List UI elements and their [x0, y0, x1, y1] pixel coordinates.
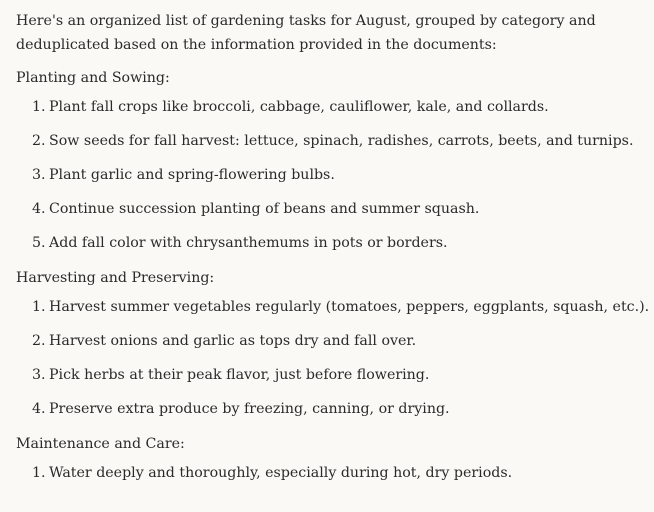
list-item: [16, 295, 648, 329]
section-harvesting-and-preserving: [16, 267, 648, 431]
intro-paragraph: Here's an organized list of gardening tasks for August, grouped by category and deduplicated based on the information provided in the documents:: [16, 13, 596, 53]
list-item-number: 4.: [32, 201, 46, 217]
list-item-text: Pick herbs at their peak flavor, just before flowering.: [49, 367, 430, 383]
list-item-text: Plant garlic and spring-flowering bulbs.: [49, 167, 335, 183]
list-item: [16, 163, 648, 197]
section-maintenance-and-care: [16, 433, 648, 495]
list-item-text: Water deeply and thoroughly, especially during hot, dry periods.: [49, 465, 513, 481]
list-item-text: Continue succession planting of beans and summer squash.: [49, 201, 480, 217]
task-list: [16, 461, 648, 495]
list-item-text: Preserve extra produce by freezing, canning, or drying.: [49, 401, 450, 417]
list-item: [16, 95, 648, 129]
assistant-message: [16, 9, 648, 497]
list-item-number: 3.: [32, 367, 46, 383]
list-item-text: Harvest onions and garlic as tops dry and fall over.: [49, 333, 417, 349]
list-item: [16, 461, 648, 495]
list-item-number: 2.: [32, 333, 46, 349]
list-item: [16, 397, 648, 431]
list-item: [16, 231, 648, 265]
list-item-number: 4.: [32, 401, 46, 417]
list-item-number: 1.: [32, 465, 46, 481]
section-planting-and-sowing: [16, 67, 648, 265]
list-item-number: 1.: [32, 99, 46, 115]
list-item-number: 3.: [32, 167, 46, 183]
task-list: [16, 95, 648, 265]
section-heading: Harvesting and Preserving:: [16, 270, 215, 286]
list-item: [16, 329, 648, 363]
list-item-text: Sow seeds for fall harvest: lettuce, spinach, radishes, carrots, beets, and turnips.: [49, 133, 634, 149]
task-list: [16, 295, 648, 431]
list-item-text: Plant fall crops like broccoli, cabbage, cauliflower, kale, and collards.: [49, 99, 549, 115]
section-heading: Maintenance and Care:: [16, 436, 185, 452]
list-item-number: 1.: [32, 299, 46, 315]
list-item-number: 5.: [32, 235, 46, 251]
list-item: [16, 129, 648, 163]
list-item-number: 2.: [32, 133, 46, 149]
section-heading: Planting and Sowing:: [16, 70, 170, 86]
list-item-text: Harvest summer vegetables regularly (tomatoes, peppers, eggplants, squash, etc.).: [49, 299, 650, 315]
list-item-text: Add fall color with chrysanthemums in pots or borders.: [49, 235, 448, 251]
list-item: [16, 363, 648, 397]
list-item: [16, 197, 648, 231]
